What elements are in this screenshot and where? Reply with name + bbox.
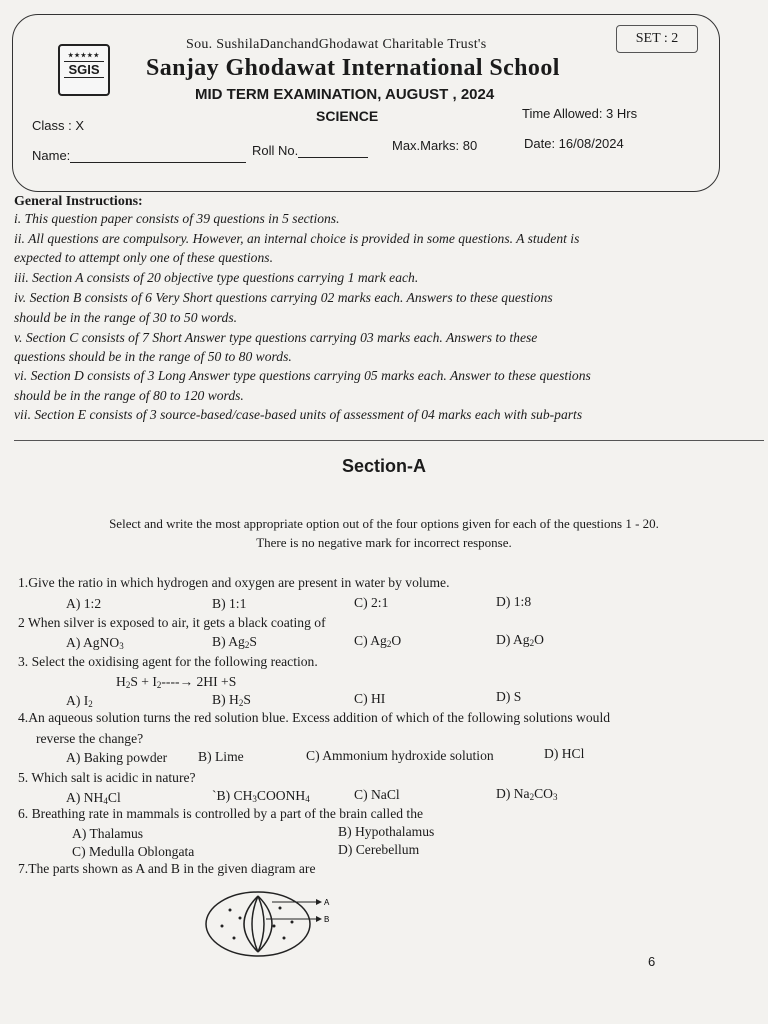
- question-2: 2 When silver is exposed to air, it gets a black coating of: [18, 615, 326, 630]
- q2-option-d: D) $Ag_2O$: [496, 632, 544, 648]
- class-label: Class : X: [32, 118, 85, 133]
- divider: [14, 440, 764, 441]
- q5-option-d: D) $Na_2CO_3$: [496, 786, 558, 802]
- diagram-label-b: B: [324, 915, 330, 924]
- instruction-line: should be in the range of 80 to 120 words.: [14, 388, 244, 403]
- question-1: 1.Give the ratio in which hydrogen and oxygen are present in water by volume.: [18, 575, 450, 590]
- name-line: [70, 162, 246, 163]
- q3-option-c: C) HI: [354, 691, 386, 706]
- q1-option-d: D) 1:8: [496, 594, 532, 609]
- q1-option-c: C) 2:1: [354, 595, 389, 610]
- trust-name: Sou. SushilaDanchandGhodawat Charitable Trust's: [186, 37, 487, 52]
- instruction-line: v. Section C consists of 7 Short Answer type questions carrying 03 marks each. Answers to these: [14, 330, 538, 345]
- q3-option-a: A) $I_2$: [66, 693, 93, 709]
- q5-option-a: A) $NH_4Cl$: [66, 790, 121, 806]
- instruction-line: iii. Section A consists of 20 objective type questions carrying 1 mark each.: [14, 270, 419, 285]
- time-allowed: Time Allowed: 3 Hrs: [522, 106, 638, 121]
- q1-option-a: A) 1:2: [66, 596, 102, 611]
- q6-option-a: A) Thalamus: [72, 826, 144, 841]
- max-marks: Max.Marks: 80: [392, 138, 478, 153]
- logo-stars-icon: ★★★★★: [68, 53, 100, 59]
- question-7: 7.The parts shown as A and B in the given diagram are: [18, 861, 316, 876]
- q2-option-a: A) AgNO$_3$: [66, 635, 124, 651]
- q2-option-b: B) $Ag_2S$: [212, 634, 257, 650]
- instruction-line: vi. Section D consists of 3 Long Answer type questions carrying 05 marks each. Answer to these questions: [14, 368, 591, 383]
- roll-field: [252, 143, 368, 158]
- section-a-intro: There is no negative mark for incorrect response.: [256, 535, 512, 550]
- q6-option-d: D) Cerebellum: [338, 842, 420, 857]
- q6-option-b: B) Hypothalamus: [338, 824, 435, 839]
- instruction-line: expected to attempt only one of these questions.: [14, 250, 273, 265]
- section-a-title: Section-A: [341, 456, 426, 476]
- q4-option-a: A) Baking powder: [66, 750, 168, 765]
- question-3: 3. Select the oxidising agent for the following reaction.: [18, 654, 318, 669]
- question-4: 4.An aqueous solution turns the red solution blue. Excess addition of which of the following solutions would: [18, 710, 611, 725]
- q4-option-b: B) Lime: [198, 749, 244, 764]
- q6-option-c: C) Medulla Oblongata: [72, 844, 195, 859]
- q3-reaction: $H_2S + I_2----\to 2HI +S$: [116, 674, 237, 690]
- stomata-diagram: [200, 886, 340, 962]
- roll-line: [298, 157, 368, 158]
- diagram-label-a: A: [324, 898, 330, 907]
- instruction-line: iv. Section B consists of 6 Very Short questions carrying 02 marks each. Answers to these questions: [14, 290, 553, 305]
- instruction-line: ii. All questions are compulsory. However, an internal choice is provided in some questions. A student is: [14, 231, 580, 246]
- name-field: [32, 148, 246, 163]
- q1-option-b: B) 1:1: [212, 596, 247, 611]
- q5-option-c: C) NaCl: [354, 787, 400, 802]
- section-a-intro: Select and write the most appropriate option out of the four options given for each of the questions 1 - 20.: [109, 516, 659, 531]
- exam-title: MID TERM EXAMINATION, AUGUST , 2024: [195, 86, 495, 103]
- question-5: 5. Which salt is acidic in nature?: [18, 770, 196, 785]
- q3-option-d: D) S: [496, 689, 522, 704]
- q5-option-b: `B) $CH_3COONH_4$: [212, 788, 310, 804]
- q4-option-d: D) HCl: [544, 746, 585, 761]
- instruction-line: i. This question paper consists of 39 questions in 5 sections.: [14, 211, 340, 226]
- set-label: SET : 2: [616, 25, 698, 53]
- logo-text: SGIS: [64, 61, 104, 78]
- name-label: Name:: [32, 148, 71, 163]
- exam-date: Date: 16/08/2024: [524, 136, 624, 151]
- school-logo: [58, 44, 110, 96]
- q4-option-c: C) Ammonium hydroxide solution: [306, 748, 494, 763]
- instruction-line: should be in the range of 30 to 50 words.: [14, 310, 238, 325]
- school-name: Sanjay Ghodawat International School: [146, 55, 560, 81]
- question-6: 6. Breathing rate in mammals is controlled by a part of the brain called the: [18, 806, 424, 821]
- page-number: 6: [648, 954, 656, 969]
- instructions-title: General Instructions:: [14, 194, 143, 209]
- roll-label: Roll No.: [252, 143, 299, 158]
- q3-option-b: B) $H_2S$: [212, 692, 251, 708]
- subject-title: SCIENCE: [316, 108, 379, 124]
- question-4-cont: reverse the change?: [36, 731, 144, 746]
- instruction-line: vii. Section E consists of 3 source-based/case-based units of assessment of 04 marks each with sub-parts: [14, 407, 583, 422]
- q2-option-c: C) $Ag_2O$: [354, 633, 402, 649]
- instruction-line: questions should be in the range of 50 to 80 words.: [14, 349, 292, 364]
